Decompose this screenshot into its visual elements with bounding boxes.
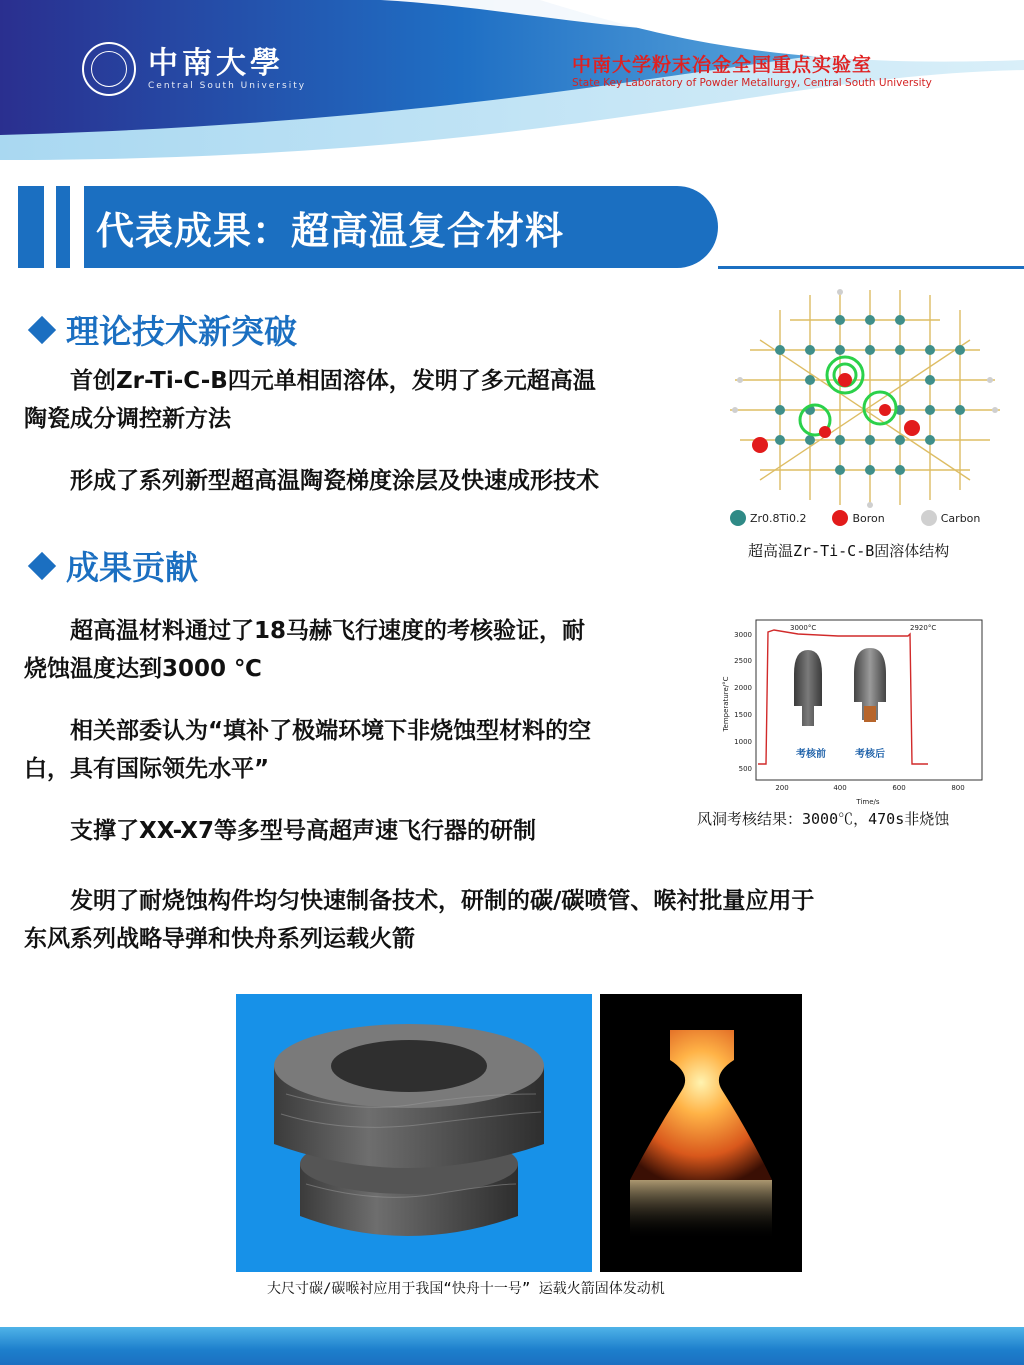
lab-name-en: State Key Laboratory of Powder Metallurgy, Central South University (572, 77, 932, 89)
title-underline (718, 266, 1024, 269)
paragraph-line: 首创Zr-Ti-C-B四元单相固溶体，发明了多元超高温 (24, 368, 596, 394)
section-heading-breakthrough (26, 306, 297, 353)
y-tick-label: 3000 (734, 631, 752, 639)
carbon-atom-icon (921, 510, 937, 526)
paragraph-line: 形成了系列新型超高温陶瓷梯度涂层及快速成形技术 (24, 468, 599, 494)
diamond-bullet-icon (28, 315, 56, 343)
x-axis-label: Time/s (856, 798, 880, 806)
paragraph (24, 462, 724, 500)
title-banner (84, 186, 718, 268)
end-annotation: 2920°C (910, 624, 937, 632)
university-name-cn: 中南大學 (148, 46, 284, 81)
y-axis-label: Temperature/°C (722, 676, 730, 732)
section-heading-contribution (26, 542, 198, 589)
y-tick-label: 2000 (734, 684, 752, 692)
crystal-legend (730, 510, 980, 526)
university-name-en: Central South University (148, 81, 307, 91)
y-tick-label: 500 (738, 765, 752, 773)
lab-name-cn: 中南大学粉末冶金全国重点实验室 (572, 54, 873, 76)
peak-annotation: 3000°C (790, 624, 817, 632)
y-tick-label: 1500 (734, 711, 752, 719)
university-logo (82, 42, 306, 96)
boron-atom-icon (832, 510, 848, 526)
crystal-structure-image (720, 280, 1010, 530)
rocket-nozzle-plume-image (600, 994, 802, 1272)
paragraph (24, 882, 1004, 958)
legend-label: Boron (852, 511, 885, 525)
paragraph (24, 812, 714, 850)
paragraph (24, 362, 724, 438)
paragraph-line: 相关部委认为“填补了极端环境下非烧蚀型材料的空 (24, 718, 592, 744)
x-tick-label: 200 (775, 784, 789, 792)
legend-label: Zr0.8Ti0.2 (750, 511, 807, 525)
lab-name (572, 54, 932, 90)
throat-liner-image (236, 994, 592, 1272)
paragraph-line: 发明了耐烧蚀构件均匀快速制备技术，研制的碳/碳喷管、喉衬批量应用于 (24, 888, 815, 914)
paragraph-line: 陶瓷成分调控新方法 (24, 406, 231, 432)
y-tick-label: 2500 (734, 657, 752, 665)
y-tick-label: 1000 (734, 738, 752, 746)
before-test-label: 考核前 (796, 749, 826, 760)
diamond-bullet-icon (28, 551, 56, 579)
paragraph-line: 支撑了XX-X7等多型号高超声速飞行器的研制 (24, 818, 536, 844)
x-tick-label: 400 (833, 784, 847, 792)
section-title: 成果贡献 (66, 548, 198, 587)
after-test-label: 考核后 (855, 749, 885, 760)
paragraph-line: 东风系列战略导弹和快舟系列运载火箭 (24, 926, 415, 952)
legend-label: Carbon (940, 511, 981, 525)
figure-caption: 超高温Zr-Ti-C-B固溶体结构 (748, 542, 950, 560)
paragraph (24, 712, 714, 788)
wind-tunnel-test-chart (718, 614, 988, 808)
paragraph-line: 超高温材料通过了18马赫飞行速度的考核验证，耐 (24, 618, 586, 644)
footer-bar (0, 1327, 1024, 1365)
x-tick-label: 800 (951, 784, 965, 792)
figure-caption: 风洞考核结果：3000℃，470s非烧蚀 (697, 810, 950, 828)
x-tick-label: 600 (892, 784, 906, 792)
section-title: 理论技术新突破 (66, 312, 297, 351)
figure-caption: 大尺寸碳/碳喉衬应用于我国“快舟十一号” 运载火箭固体发动机 (267, 1281, 665, 1297)
zr-ti-atom-icon (730, 510, 746, 526)
page-title: 代表成果：超高温复合材料 (96, 208, 565, 253)
paragraph (24, 612, 714, 688)
university-seal-icon (82, 42, 136, 96)
paragraph-line: 白，具有国际领先水平” (24, 756, 270, 782)
paragraph-line: 烧蚀温度达到3000 ℃ (24, 656, 262, 682)
